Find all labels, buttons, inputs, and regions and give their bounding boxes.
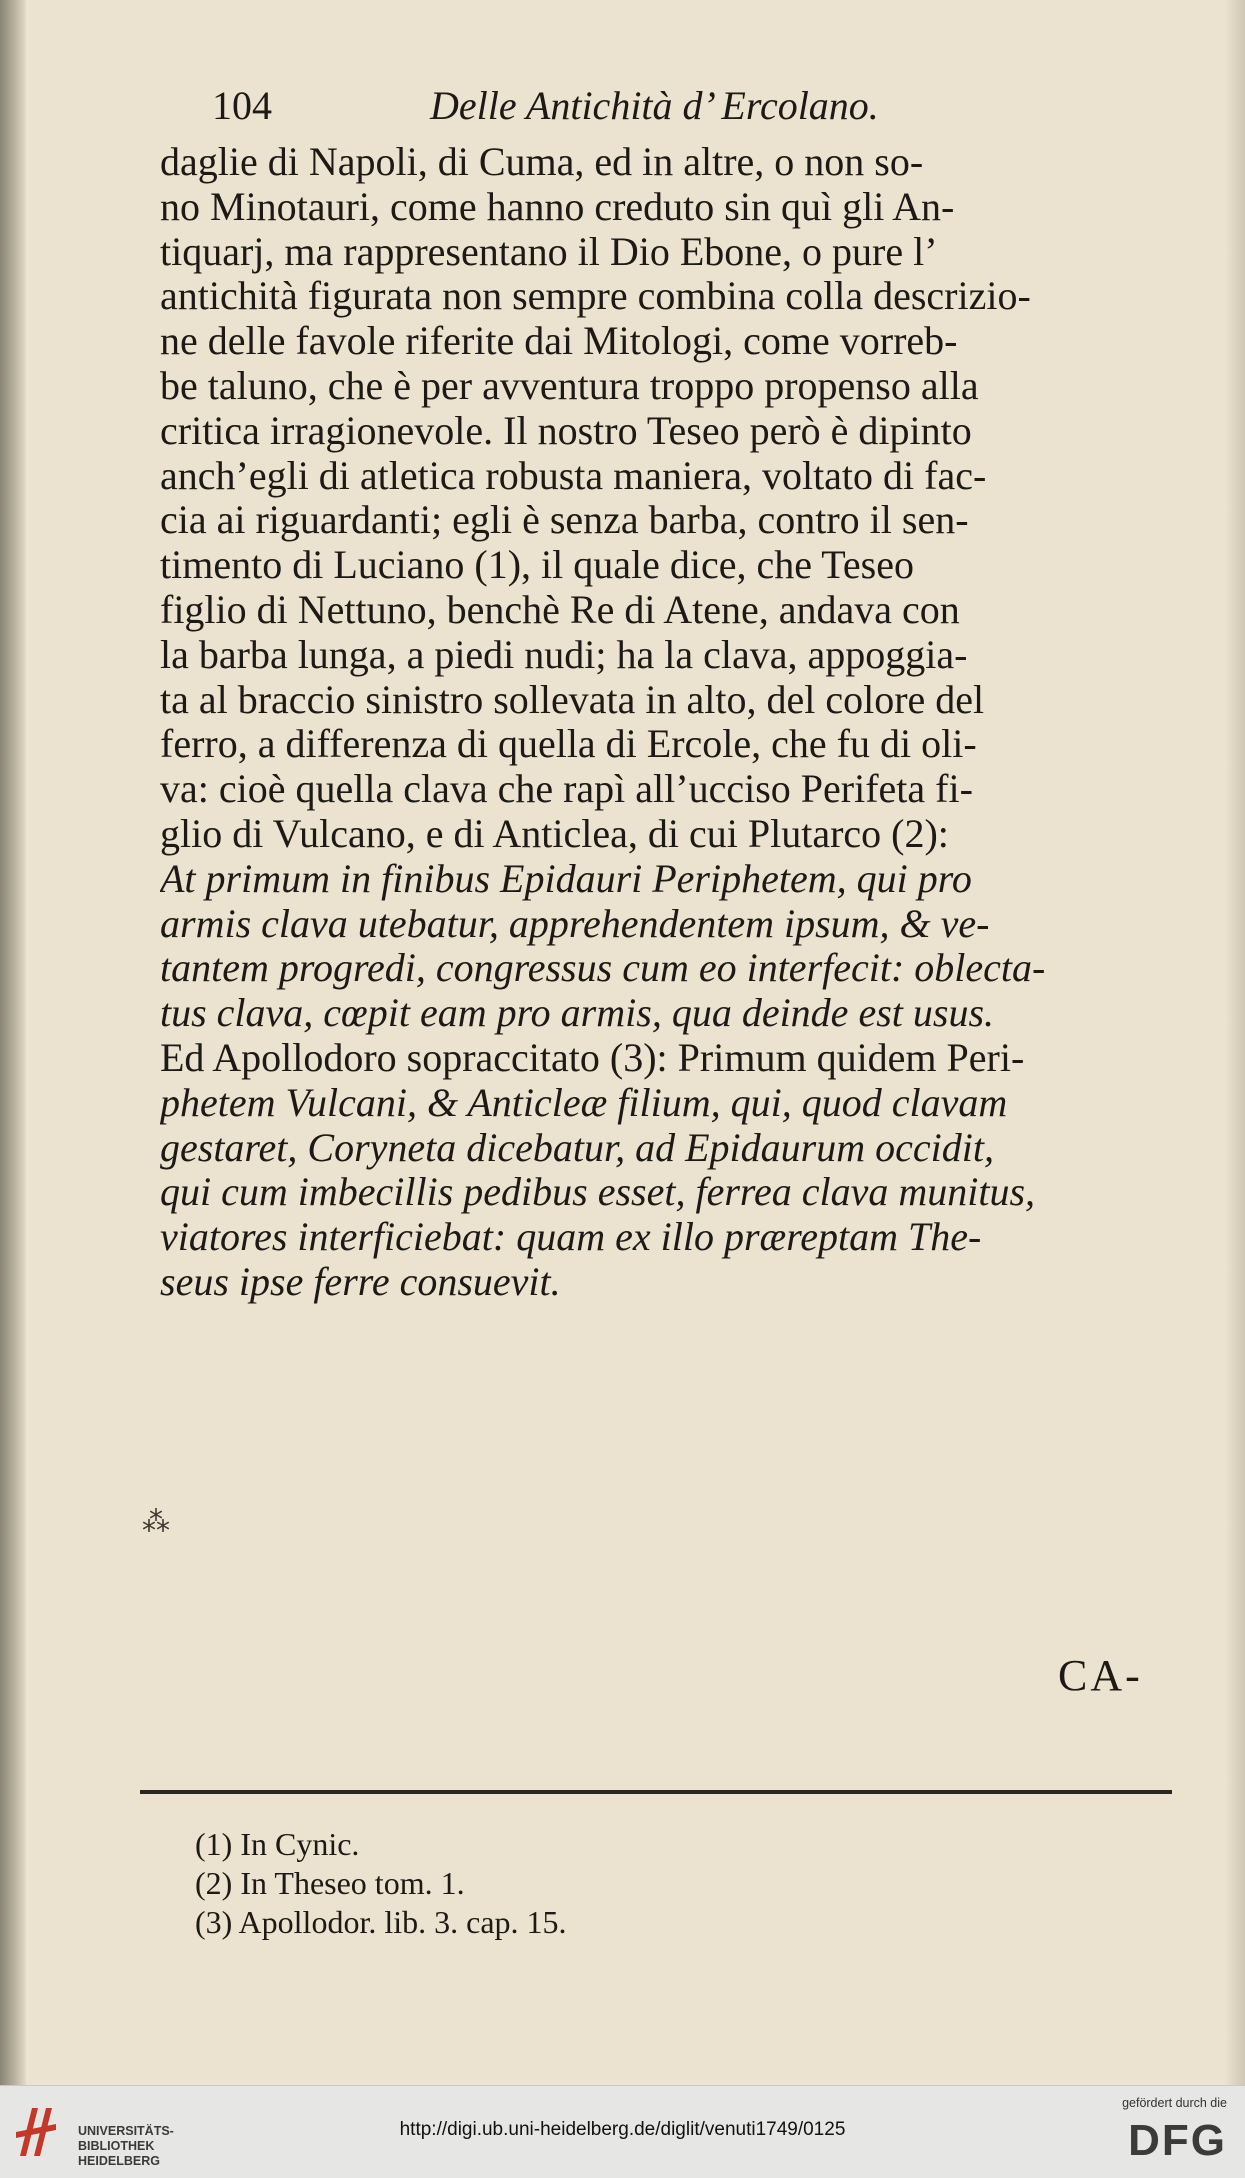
body-line: tantem progredi, congressus cum eo interfecit: oblecta- bbox=[160, 946, 1046, 991]
body-line: va: cioè quella clava che rapì all’ucciso Perifeta fi- bbox=[160, 767, 973, 812]
catchword: CA- bbox=[1058, 1651, 1143, 1700]
footnote: (2) In Theseo tom. 1. bbox=[195, 1865, 465, 1901]
running-header bbox=[212, 82, 1112, 132]
body-line: antichità figurata non sempre combina colla descrizio- bbox=[160, 274, 1031, 319]
body-line: ne delle favole riferite dai Mitologi, come vorreb- bbox=[160, 319, 958, 364]
body-line: gestaret, Coryneta dicebatur, ad Epidaurum occidit, bbox=[160, 1125, 994, 1170]
body-line: tus clava, cœpit eam pro armis, qua deinde est usus. bbox=[160, 991, 995, 1036]
body-line: ferro, a differenza di quella di Ercole, che fu di oli- bbox=[160, 722, 977, 767]
footnote-rule bbox=[140, 1790, 1172, 1794]
funding-note: gefördert durch die bbox=[1122, 2096, 1227, 2110]
page-number: 104 bbox=[212, 83, 272, 128]
body-line: qui cum imbecillis pedibus esset, ferrea clava munitus, bbox=[160, 1170, 1036, 1215]
institution-line-1: UNIVERSITÄTS- bbox=[78, 2124, 174, 2138]
permalink-url[interactable]: http://digi.ub.uni-heidelberg.de/diglit/venuti1749/0125 bbox=[399, 2119, 846, 2140]
body-line: viatores interficiebat: quam ex illo præreptam The- bbox=[160, 1215, 982, 1260]
page-gutter bbox=[0, 0, 26, 2085]
body-line: figlio di Nettuno, benchè Re di Atene, andava con bbox=[160, 587, 960, 632]
body-line: cia ai riguardanti; egli è senza barba, contro il sen- bbox=[160, 498, 969, 543]
body-line: seus ipse ferre consuevit. bbox=[160, 1259, 561, 1304]
dfg-logo[interactable]: DFG bbox=[1128, 2116, 1227, 2165]
body-line: anch’egli di atletica robusta maniera, voltato di fac- bbox=[160, 453, 987, 498]
body-line: ta al braccio sinistro sollevata in alto, del colore del bbox=[160, 677, 985, 722]
margin-ink-marks: ⁂ bbox=[142, 1507, 170, 1538]
body-line: critica irragionevole. Il nostro Teseo però è dipinto bbox=[160, 408, 972, 453]
body-line: glio di Vulcano, e di Anticlea, di cui Plutarco (2): bbox=[160, 811, 949, 856]
footnote: (3) Apollodor. lib. 3. cap. 15. bbox=[195, 1904, 567, 1940]
running-title: Delle Antichità d’ Ercolano. bbox=[430, 83, 879, 128]
body-line: At primum in finibus Epidauri Periphetem, qui pro bbox=[160, 856, 972, 901]
viewer-footer bbox=[0, 2085, 1245, 2178]
institution-line-2: BIBLIOTHEK bbox=[78, 2139, 155, 2153]
body-line: timento di Luciano (1), il quale dice, che Teseo bbox=[160, 543, 914, 588]
body-line: be taluno, che è per avventura troppo propenso alla bbox=[160, 363, 979, 408]
institution-line-3: HEIDELBERG bbox=[78, 2154, 160, 2168]
body-line: daglie di Napoli, di Cuma, ed in altre, o non so- bbox=[160, 140, 924, 184]
footnote: (1) In Cynic. bbox=[195, 1826, 360, 1862]
body-text bbox=[160, 140, 1190, 1305]
body-line: tiquarj, ma rappresentano il Dio Ebone, o pure l’ bbox=[160, 229, 938, 274]
footnotes bbox=[195, 1825, 1095, 1942]
body-line: Ed Apollodoro sopraccitato (3): Primum quidem Peri- bbox=[160, 1035, 1025, 1080]
page-edge bbox=[1227, 0, 1245, 2085]
body-line: la barba lunga, a piedi nudi; ha la clava, appoggia- bbox=[160, 632, 968, 677]
body-line: phetem Vulcani, & Anticleæ filium, qui, quod clavam bbox=[160, 1080, 1008, 1125]
body-line: armis clava utebatur, apprehendentem ipsum, & ve- bbox=[160, 901, 990, 946]
body-line: no Minotauri, come hanno creduto sin quì gli An- bbox=[160, 184, 955, 229]
